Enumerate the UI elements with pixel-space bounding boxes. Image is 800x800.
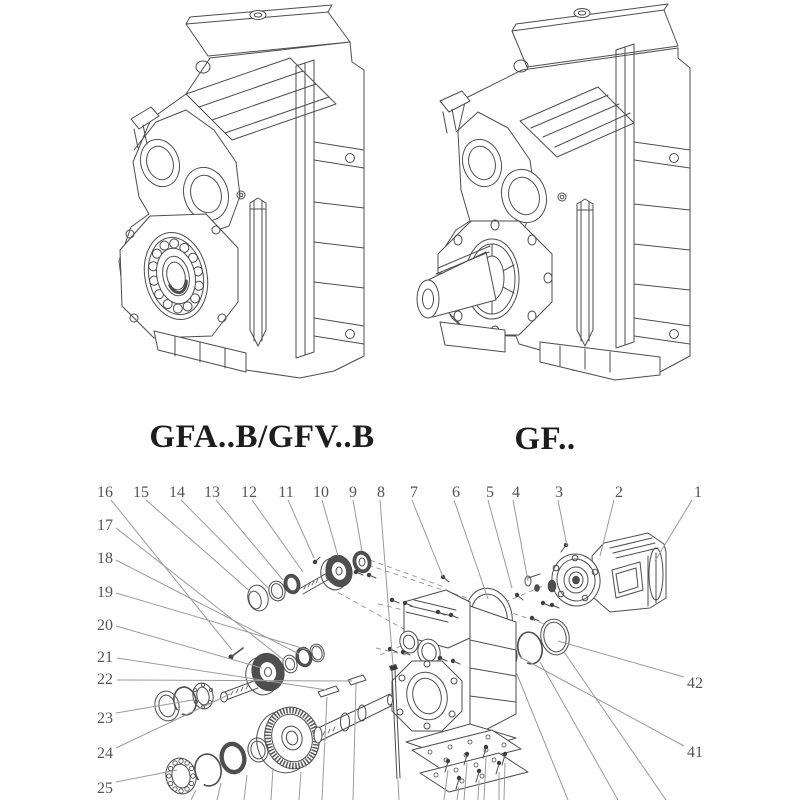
part-number-6: 6 xyxy=(452,484,460,501)
leader-line-cutoff xyxy=(217,783,221,800)
leader-line-12 xyxy=(252,500,303,572)
leader-line-19 xyxy=(116,593,312,651)
part-number-12: 12 xyxy=(241,484,257,501)
part-number-9: 9 xyxy=(349,484,357,501)
part-number-17: 17 xyxy=(97,517,113,534)
gearbox-drawing-hollow-shaft xyxy=(119,5,364,378)
leader-line-cutoff xyxy=(516,672,568,800)
part-number-5: 5 xyxy=(486,484,494,501)
leader-line-5 xyxy=(488,500,512,588)
product-label-right: GF.. xyxy=(514,421,576,457)
part-number-4: 4 xyxy=(512,484,520,501)
leader-line-4 xyxy=(513,500,528,581)
leader-line-cutoff xyxy=(244,775,247,800)
leader-line-3 xyxy=(558,500,567,546)
input-shaft-parts xyxy=(245,549,374,613)
part-number-15: 15 xyxy=(133,484,149,501)
part-number-11: 11 xyxy=(278,484,294,501)
part-number-23: 23 xyxy=(97,710,113,727)
part-number-25: 25 xyxy=(97,780,113,797)
part-number-21: 21 xyxy=(97,649,113,666)
part-number-20: 20 xyxy=(97,617,113,634)
leader-line-cutoff xyxy=(398,780,399,800)
part-number-41: 41 xyxy=(687,744,703,761)
part-number-18: 18 xyxy=(97,550,113,567)
part-number-19: 19 xyxy=(97,584,113,601)
part-number-7: 7 xyxy=(410,484,418,501)
leader-line-14 xyxy=(181,500,268,588)
product-label-left: GFA..B/GFV..B xyxy=(149,419,375,455)
leader-line-23 xyxy=(116,700,193,713)
part-number-8: 8 xyxy=(377,484,385,501)
leader-line-cutoff xyxy=(299,772,301,800)
bolt-16 xyxy=(229,648,244,660)
shaft-key xyxy=(318,686,339,697)
leader-line-cutoff xyxy=(322,697,327,800)
leader-line-1 xyxy=(655,500,692,561)
gearbox-drawing-solid-shaft xyxy=(417,4,690,380)
part-number-2: 2 xyxy=(615,484,623,501)
housing-drawing xyxy=(392,590,516,758)
leader-line-18 xyxy=(116,560,299,654)
motor-drawing xyxy=(525,533,666,612)
leader-line-21 xyxy=(117,658,327,690)
leader-line-7 xyxy=(412,500,443,577)
leader-line-cutoff xyxy=(353,684,356,800)
leader-line-24 xyxy=(116,694,230,748)
shaft-key xyxy=(348,675,366,685)
part-number-14: 14 xyxy=(169,484,185,501)
leader-line-cutoff xyxy=(191,790,196,800)
part-number-1: 1 xyxy=(694,484,702,501)
leader-line-13 xyxy=(216,500,283,580)
leader-line-cutoff xyxy=(564,652,666,800)
leader-line-22 xyxy=(117,680,352,681)
leader-line-11 xyxy=(288,500,314,558)
part-number-13: 13 xyxy=(204,484,220,501)
leader-line-8 xyxy=(380,500,393,666)
part-number-3: 3 xyxy=(555,484,563,501)
leader-line-15 xyxy=(146,500,252,593)
leader-line-6 xyxy=(454,500,488,599)
leader-line-42 xyxy=(558,641,684,677)
leader-line-20 xyxy=(116,626,262,668)
exploded-view xyxy=(97,484,703,800)
leader-line-cutoff xyxy=(540,662,618,800)
part-number-42: 42 xyxy=(687,675,703,692)
part-number-22: 22 xyxy=(97,671,113,688)
leader-line-10 xyxy=(322,500,338,556)
leader-line-cutoff xyxy=(271,768,273,800)
part-number-10: 10 xyxy=(313,484,329,501)
leader-line-9 xyxy=(353,500,362,551)
part-number-16: 16 xyxy=(97,484,113,501)
part-number-24: 24 xyxy=(97,745,113,762)
